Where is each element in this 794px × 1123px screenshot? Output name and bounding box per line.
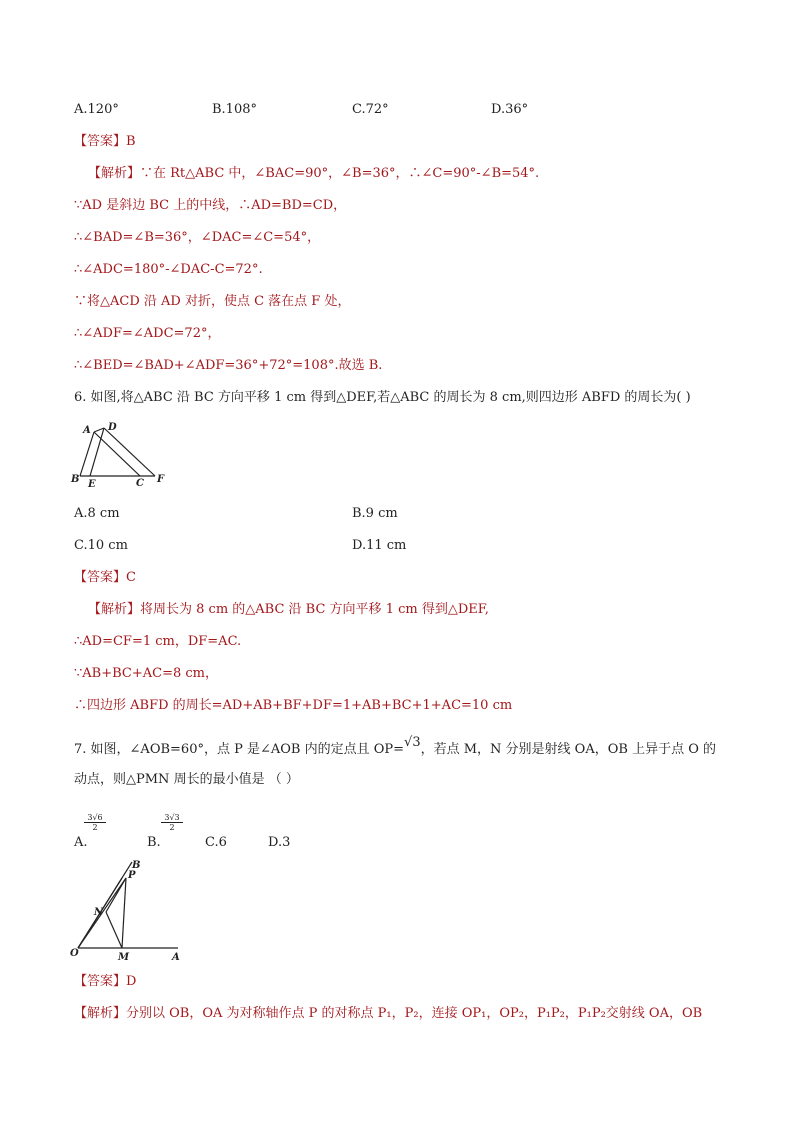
label-b: B: [132, 860, 141, 871]
answer-value: D: [126, 974, 137, 989]
fraction-denominator: 2: [161, 822, 183, 832]
fraction-numerator: 3√3: [164, 813, 180, 822]
q7-option-d: D.3: [268, 835, 291, 850]
analysis-label: 【解析】: [88, 166, 141, 181]
q6-analysis-line-4: ∴四边形 ABFD 的周长=AD+AB+BF+DF=1+AB+BC+1+AC=10 cm: [74, 698, 513, 713]
q7-answer: [74, 974, 136, 990]
q5-option-a: A.120°: [74, 102, 119, 117]
q6-analysis-line-1: [88, 602, 489, 618]
q7-analysis-line-1: [74, 1006, 702, 1022]
q7-option-b-fraction: [161, 813, 183, 832]
fraction-denominator: 2: [84, 822, 106, 832]
q5-analysis-line-3: ∴∠BAD=∠B=36°，∠DAC=∠C=54°，: [74, 230, 321, 245]
q5-option-c: C.72°: [352, 102, 389, 117]
q7-option-a-fraction: [84, 813, 106, 832]
q6-analysis-line-3: ∵AB+BC+AC=8 cm，: [74, 666, 218, 681]
q5-analysis-line-1: [88, 166, 539, 182]
answer-value: C: [126, 570, 136, 585]
q5-option-b: B.108°: [212, 102, 257, 117]
q7-option-c: C.6: [205, 835, 227, 850]
q7-stem-part2: ，若点 M，N 分别是射线 OA，OB 上异于点 O 的: [420, 742, 716, 757]
label-d: D: [108, 422, 117, 433]
label-m: M: [118, 952, 130, 963]
q5-analysis-line-5: ∵将△ACD 沿 AD 对折，使点 C 落在点 F 处，: [74, 294, 351, 309]
q7-option-b: B.: [147, 835, 161, 850]
answer-label: 【答案】: [74, 570, 127, 585]
q6-stem: 6. 如图,将△ABC 沿 BC 方向平移 1 cm 得到△DEF,若△ABC 的周长为 8 cm,则四边形 ABFD 的周长为( ): [74, 390, 691, 405]
analysis-label: 【解析】: [88, 602, 141, 617]
q6-answer: [74, 570, 136, 586]
label-a: A: [172, 952, 180, 963]
q6-option-c: C.10 cm: [74, 538, 128, 553]
answer-label: 【答案】: [74, 134, 127, 149]
analysis-label: 【解析】: [74, 1006, 127, 1021]
q6-option-a: A.8 cm: [74, 506, 120, 521]
answer-value: B: [126, 134, 136, 149]
analysis-text: 分别以 OB，OA 为对称轴作点 P 的对称点 P₁，P₂，连接 OP₁，OP₂，P₁P₂，P₁P₂交射线 OA，OB: [126, 1006, 703, 1021]
q5-analysis-line-2: ∵AD 是斜边 BC 上的中线，∴AD=BD=CD，: [74, 198, 347, 213]
label-p: P: [128, 870, 136, 881]
label-c: C: [136, 478, 144, 489]
q7-figure: [66, 856, 186, 964]
fraction-numerator: 3√6: [87, 813, 103, 822]
analysis-text: ∵在 Rt△ABC 中，∠BAC=90°，∠B=36°，∴∠C=90°-∠B=54°.: [140, 166, 540, 181]
q5-analysis-line-7: ∴∠BED=∠BAD+∠ADF=36°+72°=108°.故选 B.: [74, 358, 383, 373]
q5-analysis-line-6: ∴∠ADF=∠ADC=72°，: [74, 326, 221, 341]
q6-option-d: D.11 cm: [352, 538, 407, 553]
analysis-text: 将周长为 8 cm 的△ABC 沿 BC 方向平移 1 cm 得到△DEF,: [140, 602, 489, 617]
q5-answer: [74, 134, 136, 150]
q5-analysis-line-4: ∴∠ADC=180°-∠DAC-C=72°.: [74, 262, 263, 277]
q5-option-d: D.36°: [491, 102, 529, 117]
q6-figure: [68, 420, 178, 490]
q7-stem-line-2: 动点，则△PMN 周长的最小值是 （ ）: [74, 772, 299, 787]
answer-label: 【答案】: [74, 974, 127, 989]
label-n: N: [94, 907, 104, 918]
q7-option-a: A.: [74, 835, 88, 850]
q6-analysis-line-2: ∴AD=CF=1 cm，DF=AC.: [74, 634, 242, 649]
label-e: E: [88, 479, 96, 490]
label-f: F: [157, 474, 165, 485]
label-a: A: [83, 425, 91, 436]
q7-stem-sqrt: √3: [404, 735, 421, 750]
q7-stem-part1: 7. 如图，∠AOB=60°，点 P 是∠AOB 内的定点且 OP=: [74, 742, 405, 757]
label-b: B: [71, 474, 80, 485]
q6-option-b: B.9 cm: [352, 506, 398, 521]
q7-stem-line-1: [74, 735, 716, 758]
label-o: O: [70, 948, 79, 959]
